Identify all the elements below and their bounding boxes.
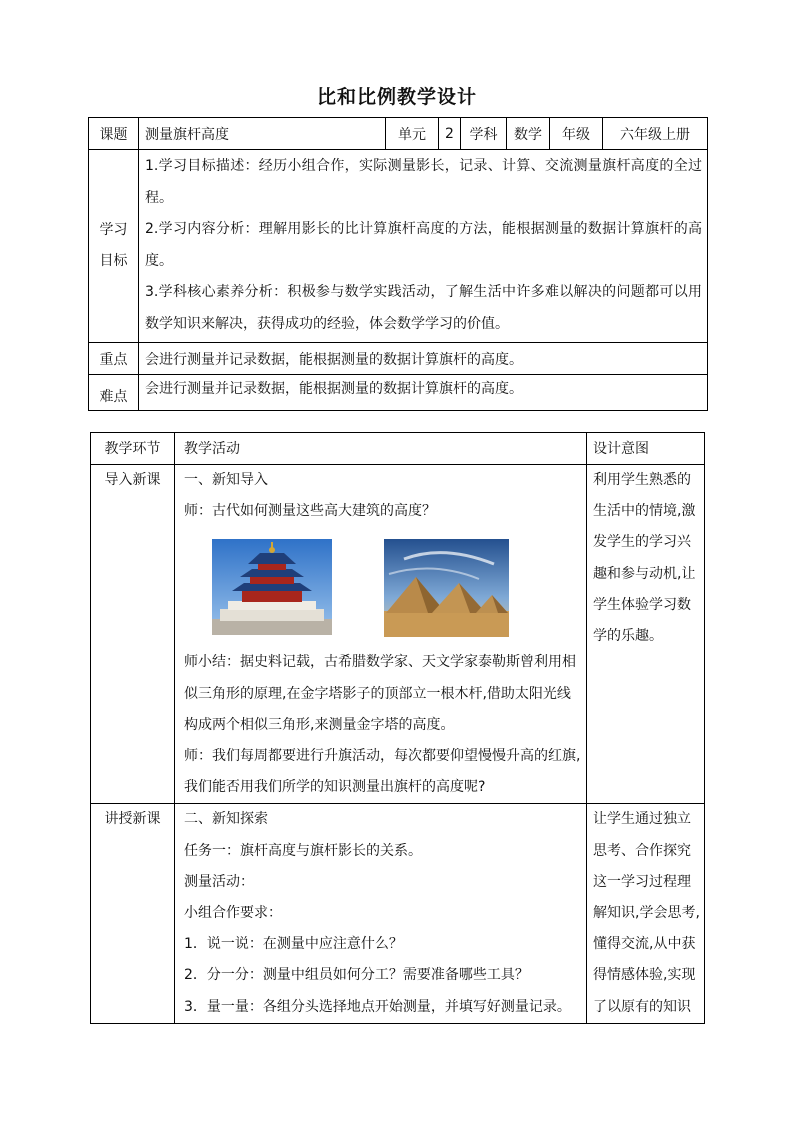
- header-intent: 设计意图: [587, 433, 705, 465]
- goals-label: [89, 150, 139, 343]
- goal-item: 3.学科核心素养分析：积极参与数学实践活动，了解生活中许多难以解决的问题都可以用数学知识来解决，获得成功的经验，体会数学学习的价值。: [145, 284, 702, 332]
- plan-header-row: [91, 433, 705, 465]
- activity-line: 2．分一分：测量中组员如何分工？需要准备哪些工具？: [184, 967, 529, 984]
- grade-value: 六年级上册: [603, 118, 708, 150]
- lesson-info-row: [89, 118, 708, 150]
- intent-new: 让学生通过独立思考、合作探究这一学习过程理解知识,学会思考,懂得交流,从中获得情感体验,实现了以原有的知识: [587, 804, 705, 1023]
- key-point-text: 会进行测量并记录数据，能根据测量的数据计算旗杆的高度。: [139, 343, 708, 375]
- activity-line: 小组合作要求：: [184, 905, 282, 922]
- goals-content: [139, 150, 708, 343]
- topic-value: 测量旗杆高度: [139, 118, 386, 150]
- difficulty-text: 会进行测量并记录数据，能根据测量的数据计算旗杆的高度。: [139, 375, 708, 411]
- goals-row: [89, 150, 708, 343]
- activity-line: 二、新知探索: [184, 811, 268, 828]
- key-point-row: [89, 343, 708, 375]
- lesson-info-table: [88, 117, 708, 411]
- difficulty-label: 难点: [89, 375, 139, 411]
- pyramids-image: [384, 539, 509, 637]
- header-activity: 教学活动: [175, 433, 587, 465]
- goal-item: 2.学习内容分析：理解用影长的比计算旗杆高度的方法，能根据测量的数据计算旗杆的高度。: [145, 221, 702, 269]
- activity-line: 师：古代如何测量这些高大建筑的高度？: [184, 503, 436, 520]
- activity-line: 师小结：据史料记载，古希腊数学家、天文学家泰勒斯曾利用相似三角形的原理,在金字塔影子的顶部立一根木杆,借助太阳光线构成两个相似三角形,来测量金字塔的高度。: [184, 654, 576, 733]
- activity-line: 一、新知导入: [184, 472, 268, 488]
- difficulty-row: [89, 375, 708, 411]
- activity-line: 1．说一说：在测量中应注意什么？: [184, 936, 403, 953]
- illustration-row: [184, 527, 582, 647]
- activity-line: 3．量一量：各组分头选择地点开始测量，并填写好测量记录。: [184, 998, 571, 1015]
- activity-line: 测量活动：: [184, 873, 254, 890]
- header-stage: 教学环节: [91, 433, 175, 465]
- subject-label: 学科: [461, 118, 507, 150]
- goals-label-line1: 学习: [99, 222, 128, 238]
- unit-label: 单元: [386, 118, 439, 150]
- plan-row-new: [91, 804, 705, 1023]
- key-point-label: 重点: [89, 343, 139, 375]
- topic-label: 课题: [89, 118, 139, 150]
- document-title: 比和比例教学设计: [316, 86, 477, 108]
- plan-row-intro: [91, 465, 705, 804]
- temple-of-heaven-image: [212, 539, 332, 635]
- activity-new: [175, 804, 587, 1023]
- stage-new: 讲授新课: [91, 804, 175, 1023]
- grade-label: 年级: [550, 118, 603, 150]
- activity-line: 师：我们每周都要进行升旗活动，每次都要仰望慢慢升高的红旗,我们能否用我们所学的知识测量出旗杆的高度呢?: [184, 748, 581, 796]
- stage-intro: 导入新课: [91, 465, 175, 804]
- subject-value: 数学: [507, 118, 550, 150]
- goal-item: 1.学习目标描述：经历小组合作，实际测量影长，记录、计算、交流测量旗杆高度的全过程。: [145, 158, 702, 206]
- activity-intro: [175, 465, 587, 804]
- activity-line: 任务一：旗杆高度与旗杆影长的关系。: [184, 842, 422, 859]
- intent-intro: 利用学生熟悉的生活中的情境,激发学生的学习兴趣和参与动机,让学生体验学习数学的乐趣。: [587, 465, 705, 804]
- goals-label-line2: 目标: [99, 253, 128, 269]
- teaching-plan-table: [90, 432, 705, 1024]
- unit-value: 2: [439, 118, 461, 150]
